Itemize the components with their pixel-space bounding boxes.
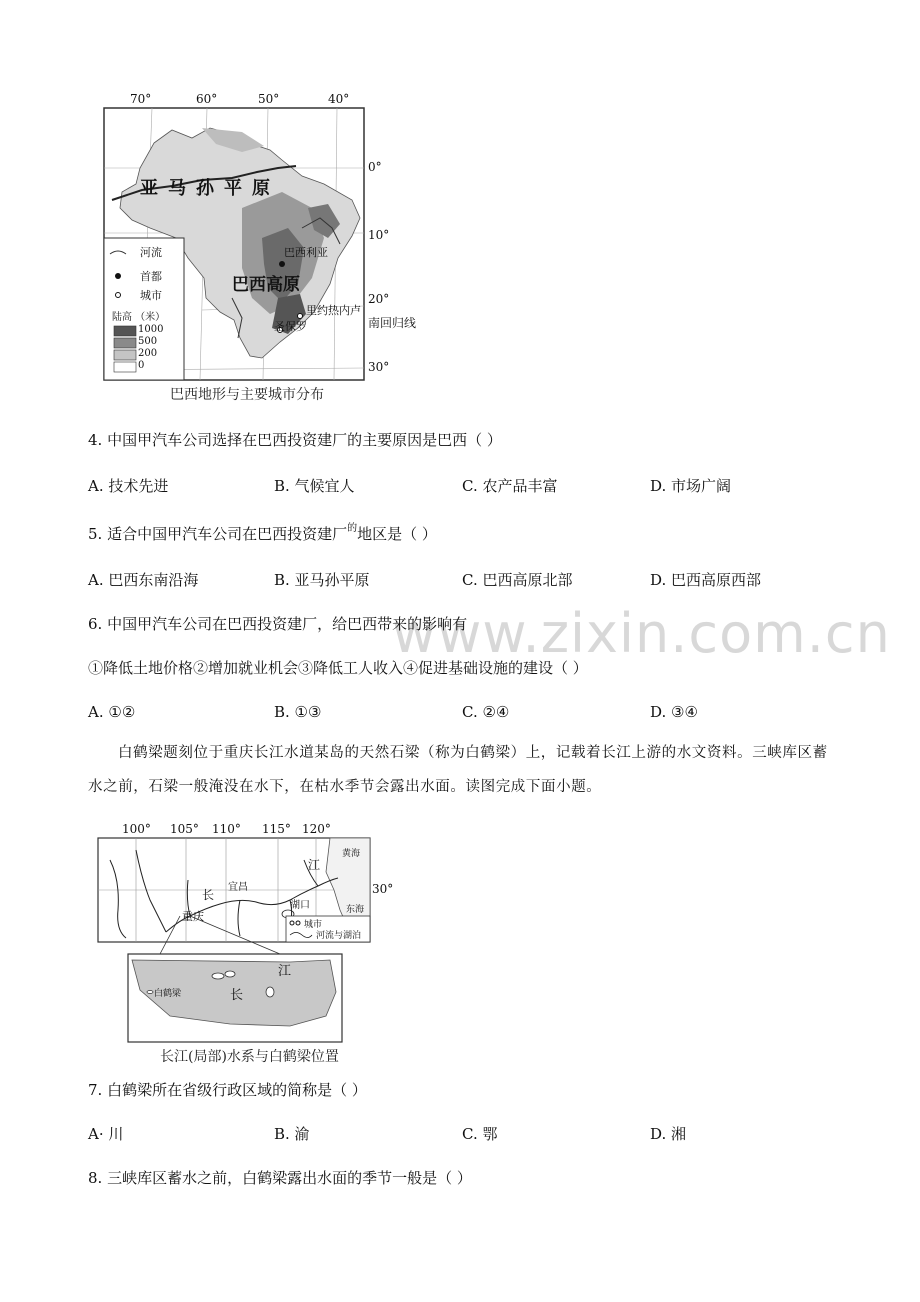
q7-option-b: B. 渝 [274, 1125, 310, 1143]
q4-option-c: C. 农产品丰富 [462, 477, 558, 495]
legend-river: 河流 [140, 246, 162, 259]
q4-option-d: D. 市场广阔 [650, 477, 732, 495]
hukou-label: 湖口 [290, 900, 310, 911]
lat-label: 10° [368, 228, 390, 242]
lat-label: 20° [368, 292, 390, 306]
inset-jiang-label: 江 [278, 964, 292, 979]
legend-elev-200: 200 [138, 348, 158, 359]
q5-option-d: D. 巴西高原西部 [650, 571, 762, 589]
lon-label: 110° [212, 822, 241, 836]
brazil-plateau-label: 巴西高原 [232, 275, 300, 295]
q6-option-b: B. ①③ [274, 703, 322, 721]
yangtze-map-figure [90, 820, 410, 1065]
legend-elev-1000: 1000 [138, 324, 164, 335]
lon-label: 115° [262, 822, 291, 836]
saopaulo-label: 圣保罗 [274, 320, 307, 333]
q5-stem-part-a: 5. 适合中国甲汽车公司在巴西投资建厂 [88, 525, 348, 543]
lon-label: 40° [328, 92, 350, 106]
question-6-stem: 6. 中国甲汽车公司在巴西投资建厂，给巴西带来的影响有 [88, 615, 468, 633]
lon-label: 50° [258, 92, 280, 106]
legend-elev-500: 500 [138, 336, 158, 347]
question-7-stem: 7. 白鹤梁所在省级行政区域的简称是（ ） [88, 1081, 367, 1099]
figure-caption: 巴西地形与主要城市分布 [170, 387, 324, 403]
lon-label: 70° [130, 92, 152, 106]
legend-capital: 首都 [140, 270, 162, 283]
lon-label: 105° [170, 822, 199, 836]
yangtze-map [90, 820, 410, 1065]
question-4-stem: 4. 中国甲汽车公司选择在巴西投资建厂的主要原因是巴西（ ） [88, 431, 502, 449]
q4-option-a: A. 技术先进 [88, 477, 169, 495]
yellow-sea-label: 黄海 [342, 849, 361, 859]
baiheliang-label: 白鹤梁 [154, 989, 182, 999]
inset-chang-label: 长 [230, 988, 244, 1003]
q5-option-b: B. 亚马孙平原 [274, 571, 370, 589]
lon-label: 100° [122, 822, 151, 836]
q5-option-c: C. 巴西高原北部 [462, 571, 573, 589]
amazon-plain-label: 亚马孙平原 [140, 178, 280, 199]
brazil-map-figure [92, 88, 432, 408]
q7-option-c: C. 鄂 [462, 1125, 498, 1143]
lon-label: 120° [302, 822, 331, 836]
q6-option-c: C. ②④ [462, 703, 510, 721]
watermark: www.zixin.com.cn [392, 602, 891, 665]
jiang-label: 江 [308, 858, 321, 872]
question-6-items: ①降低土地价格②增加就业机会③降低工人收入④促进基础设施的建设（ ） [88, 659, 588, 677]
chang-label: 长 [202, 888, 215, 902]
lat-label: 0° [368, 160, 382, 174]
yichang-label: 宜昌 [228, 882, 248, 893]
lat-label: 30° [368, 360, 390, 374]
figure-caption: 长江(局部)水系与白鹤梁位置 [160, 1049, 339, 1065]
q5-option-a: A. 巴西东南沿海 [88, 571, 199, 589]
lat-label: 30° [372, 882, 394, 896]
lon-label: 60° [196, 92, 218, 106]
q5-stem-superscript: 的 [347, 523, 358, 534]
legend-city: 城市 [304, 920, 323, 930]
q7-option-a: A· 川 [88, 1125, 124, 1143]
brasilia-label: 巴西利亚 [284, 246, 328, 259]
q7-option-d: D. 湘 [650, 1125, 687, 1143]
q5-stem-part-b: 地区是（ ） [357, 525, 437, 543]
tropic-label: 南回归线 [368, 316, 417, 330]
question-5-stem [88, 524, 437, 547]
brasilia-marker [279, 261, 285, 267]
legend-river-lake: 河流与湖泊 [316, 931, 362, 941]
q6-option-d: D. ③④ [650, 703, 698, 721]
legend-city: 城市 [140, 289, 162, 302]
rio-label: 里约热内卢 [306, 304, 361, 317]
legend-elevation-title: 陆高 （米） [112, 312, 166, 323]
east-sea-label: 东海 [346, 905, 365, 915]
reading-passage: 白鹤梁题刻位于重庆长江水道某岛的天然石梁（称为白鹤梁）上，记载着长江上游的水文资料。三峡库区蓄水之前，石梁一般淹没在水下，在枯水季节会露出水面。读图完成下面小题。 [88, 745, 828, 795]
chongqing-label: 重庆 [182, 910, 204, 923]
q6-option-a: A. ①② [88, 703, 136, 721]
q4-option-b: B. 气候宜人 [274, 477, 355, 495]
question-8-stem: 8. 三峡库区蓄水之前，白鹤梁露出水面的季节一般是（ ） [88, 1169, 472, 1187]
legend-elev-0: 0 [138, 360, 145, 371]
